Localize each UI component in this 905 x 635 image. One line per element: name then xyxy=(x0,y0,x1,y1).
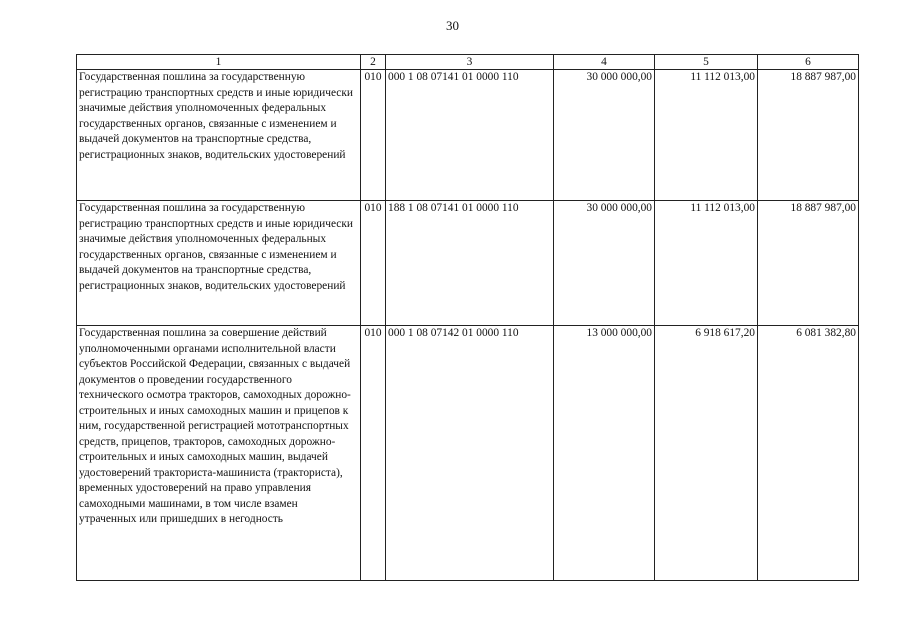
executed-cell: 11 112 013,00 xyxy=(655,201,758,326)
line-code-cell: 010 xyxy=(361,326,386,581)
page-number: 30 xyxy=(446,18,459,33)
line-code-cell: 010 xyxy=(361,70,386,201)
approved-plan-cell: 13 000 000,00 xyxy=(554,326,655,581)
executed-cell: 11 112 013,00 xyxy=(655,70,758,201)
revenue-name-cell: Государственная пошлина за государственную регистрацию транспортных средств и иные юридически значимые действия уполномоченных федеральных государственных органов, связанные с изменением и выдачей документов на транспортные средства, регистрационных знаков, водительских удостоверений xyxy=(77,201,361,326)
budget-classification-code-cell: 188 1 08 07141 01 0000 110 xyxy=(386,201,554,326)
table-row xyxy=(77,201,859,326)
line-code-cell: 010 xyxy=(361,201,386,326)
approved-plan-cell: 30 000 000,00 xyxy=(554,201,655,326)
column-header-4: 4 xyxy=(554,55,655,70)
column-header-5: 5 xyxy=(655,55,758,70)
approved-plan-cell: 30 000 000,00 xyxy=(554,70,655,201)
table-row xyxy=(77,326,859,581)
revenue-table xyxy=(76,54,859,581)
unexecuted-cell: 18 887 987,00 xyxy=(758,70,859,201)
table-row xyxy=(77,70,859,201)
budget-classification-code-cell: 000 1 08 07142 01 0000 110 xyxy=(386,326,554,581)
executed-cell: 6 918 617,20 xyxy=(655,326,758,581)
column-header-2: 2 xyxy=(361,55,386,70)
unexecuted-cell: 18 887 987,00 xyxy=(758,201,859,326)
column-header-3: 3 xyxy=(386,55,554,70)
revenue-name-cell: Государственная пошлина за совершение действий уполномоченными органами исполнительной власти субъектов Российской Федерации, связанных с выдачей документов о проведении государственного технического осмотра тракторов, самоходных дорожно-строительных и иных самоходных машин и прицепов к ним, государственной регистрацией мототранспортных средств, прицепов, тракторов, самоходных дорожно-строительных и иных самоходных машин, выдачей удостоверений тракториста-машиниста (тракториста), временных удостоверений на право управления самоходными машинами, в том числе взамен утраченных или пришедших в негодность xyxy=(77,326,361,581)
revenue-name-cell: Государственная пошлина за государственную регистрацию транспортных средств и иные юридически значимые действия уполномоченных федеральных государственных органов, связанные с изменением и выдачей документов на транспортные средства, регистрационных знаков, водительских удостоверений xyxy=(77,70,361,201)
column-header-1: 1 xyxy=(77,55,361,70)
unexecuted-cell: 6 081 382,80 xyxy=(758,326,859,581)
budget-classification-code-cell: 000 1 08 07141 01 0000 110 xyxy=(386,70,554,201)
column-header-6: 6 xyxy=(758,55,859,70)
table-header-row xyxy=(77,55,859,70)
